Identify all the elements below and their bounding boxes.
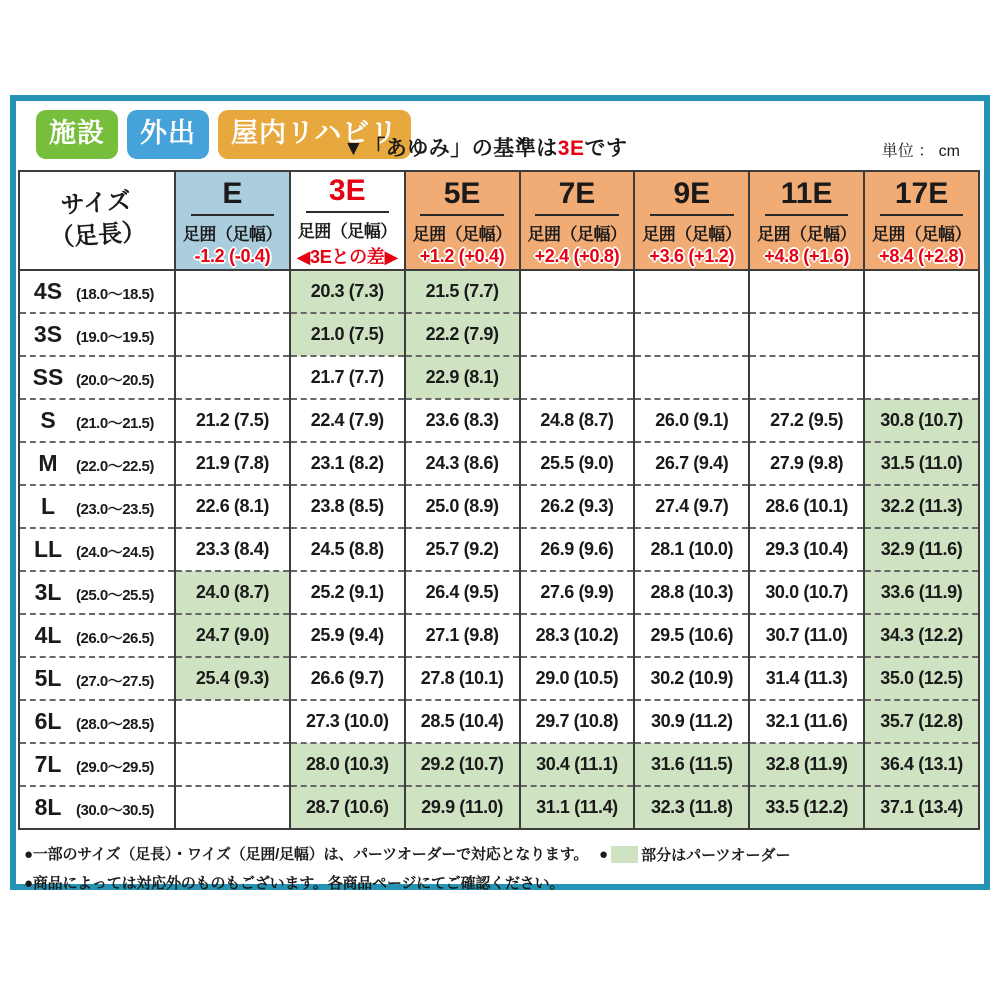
cell-4L-7E: 28.3 (10.2) (520, 614, 635, 657)
size-header-line2: （足長） (49, 219, 147, 253)
size-column-header (19, 171, 175, 270)
cell-L-E: 22.6 (8.1) (175, 485, 290, 528)
cell-SS-3E: 21.7 (7.7) (290, 356, 405, 399)
cell-S-9E: 26.0 (9.1) (634, 399, 749, 442)
cell-8L-5E: 29.9 (11.0) (405, 786, 520, 829)
cell-4L-9E: 29.5 (10.6) (634, 614, 749, 657)
table-row-4L (19, 614, 979, 657)
cell-3S-11E (749, 313, 864, 356)
cell-7L-5E: 29.2 (10.7) (405, 743, 520, 786)
cell-7L-7E: 30.4 (11.1) (520, 743, 635, 786)
badge-outing: 外出 (127, 110, 209, 159)
cell-6L-3E: 27.3 (10.0) (290, 700, 405, 743)
cell-4L-11E: 30.7 (11.0) (749, 614, 864, 657)
cell-4S-7E (520, 270, 635, 313)
cell-7L-3E: 28.0 (10.3) (290, 743, 405, 786)
cell-3L-3E: 25.2 (9.1) (290, 571, 405, 614)
cell-3S-3E: 21.0 (7.5) (290, 313, 405, 356)
cell-4L-5E: 27.1 (9.8) (405, 614, 520, 657)
cell-LL-7E: 26.9 (9.6) (520, 528, 635, 571)
row-label-5L: 5L (27.0〜27.5) (19, 657, 175, 700)
cell-5L-3E: 26.6 (9.7) (290, 657, 405, 700)
table-row-4S (19, 270, 979, 313)
cell-SS-17E (864, 356, 979, 399)
cell-4L-17E: 34.3 (12.2) (864, 614, 979, 657)
cell-LL-E: 23.3 (8.4) (175, 528, 290, 571)
cell-8L-7E: 31.1 (11.4) (520, 786, 635, 829)
footnote-2: ●商品によっては対応外のものもございます。各商品ページにてご確認ください。 (24, 874, 565, 892)
cell-6L-11E: 32.1 (11.6) (749, 700, 864, 743)
cell-3L-9E: 28.8 (10.3) (634, 571, 749, 614)
row-label-3L: 3L (25.0〜25.5) (19, 571, 175, 614)
cell-8L-3E: 28.7 (10.6) (290, 786, 405, 829)
size-table (18, 170, 980, 830)
row-label-3S: 3S (19.0〜19.5) (19, 313, 175, 356)
legend-label: 部分はパーツオーダー (641, 847, 791, 864)
cell-M-11E: 27.9 (9.8) (749, 442, 864, 485)
cell-LL-11E: 29.3 (10.4) (749, 528, 864, 571)
cell-8L-11E: 33.5 (12.2) (749, 786, 864, 829)
cell-L-17E: 32.2 (11.3) (864, 485, 979, 528)
cell-S-E: 21.2 (7.5) (175, 399, 290, 442)
cell-M-17E: 31.5 (11.0) (864, 442, 979, 485)
cell-S-3E: 22.4 (7.9) (290, 399, 405, 442)
table-row-8L (19, 786, 979, 829)
cell-3S-5E: 22.2 (7.9) (405, 313, 520, 356)
cell-4S-3E: 20.3 (7.3) (290, 270, 405, 313)
cell-M-7E: 25.5 (9.0) (520, 442, 635, 485)
standard-note-highlight: 3E (557, 137, 585, 160)
cell-8L-17E: 37.1 (13.4) (864, 786, 979, 829)
cell-SS-7E (520, 356, 635, 399)
cell-7L-17E: 36.4 (13.1) (864, 743, 979, 786)
cell-3L-17E: 33.6 (11.9) (864, 571, 979, 614)
footnotes (24, 841, 588, 898)
table-row-S (19, 399, 979, 442)
cell-3S-E (175, 313, 290, 356)
badge-facility: 施設 (36, 110, 118, 159)
row-label-S: S (21.0〜21.5) (19, 399, 175, 442)
cell-L-11E: 28.6 (10.1) (749, 485, 864, 528)
table-row-5L (19, 657, 979, 700)
cell-5L-E: 25.4 (9.3) (175, 657, 290, 700)
cell-LL-17E: 32.9 (11.6) (864, 528, 979, 571)
cell-3S-9E (634, 313, 749, 356)
cell-4L-3E: 25.9 (9.4) (290, 614, 405, 657)
standard-note (343, 132, 627, 162)
cell-LL-5E: 25.7 (9.2) (405, 528, 520, 571)
cell-5L-5E: 27.8 (10.1) (405, 657, 520, 700)
cell-LL-3E: 24.5 (8.8) (290, 528, 405, 571)
cell-L-5E: 25.0 (8.9) (405, 485, 520, 528)
cell-3L-11E: 30.0 (10.7) (749, 571, 864, 614)
cell-4S-9E (634, 270, 749, 313)
row-label-M: M (22.0〜22.5) (19, 442, 175, 485)
cell-L-7E: 26.2 (9.3) (520, 485, 635, 528)
cell-4S-5E: 21.5 (7.7) (405, 270, 520, 313)
cell-6L-E (175, 700, 290, 743)
cell-5L-7E: 29.0 (10.5) (520, 657, 635, 700)
size-header-line1: サイズ (59, 187, 132, 220)
cell-M-9E: 26.7 (9.4) (634, 442, 749, 485)
cell-5L-17E: 35.0 (12.5) (864, 657, 979, 700)
row-label-SS: SS (20.0〜20.5) (19, 356, 175, 399)
column-header-9E: 9E 足囲（足幅） +3.6 (+1.2) (634, 171, 749, 270)
standard-note-prefix: ▼「あゆみ」の基準は (343, 137, 558, 160)
badge-indoor-rehab: 屋内リハビリ (218, 110, 411, 159)
cell-4S-E (175, 270, 290, 313)
cell-LL-9E: 28.1 (10.0) (634, 528, 749, 571)
cell-SS-9E (634, 356, 749, 399)
row-label-7L: 7L (29.0〜29.5) (19, 743, 175, 786)
cell-7L-E (175, 743, 290, 786)
cell-8L-E (175, 786, 290, 829)
cell-M-3E: 23.1 (8.2) (290, 442, 405, 485)
cell-7L-11E: 32.8 (11.9) (749, 743, 864, 786)
legend-bullet: ● (599, 846, 609, 863)
green-legend (599, 844, 790, 865)
cell-3L-5E: 26.4 (9.5) (405, 571, 520, 614)
cell-SS-11E (749, 356, 864, 399)
cell-SS-E (175, 356, 290, 399)
cell-S-11E: 27.2 (9.5) (749, 399, 864, 442)
footnote-1: ●一部のサイズ（足長）・ワイズ（足囲/足幅）は、パーツオーダーで対応となります。 (24, 846, 589, 863)
table-row-SS (19, 356, 979, 399)
row-label-4L: 4L (26.0〜26.5) (19, 614, 175, 657)
cell-3S-7E (520, 313, 635, 356)
column-header-17E: 17E 足囲（足幅） +8.4 (+2.8) (864, 171, 979, 270)
cell-5L-9E: 30.2 (10.9) (634, 657, 749, 700)
row-label-6L: 6L (28.0〜28.5) (19, 700, 175, 743)
cell-S-5E: 23.6 (8.3) (405, 399, 520, 442)
cell-M-5E: 24.3 (8.6) (405, 442, 520, 485)
row-label-LL: LL (24.0〜24.5) (19, 528, 175, 571)
table-row-M (19, 442, 979, 485)
table-row-LL (19, 528, 979, 571)
table-row-7L (19, 743, 979, 786)
cell-M-E: 21.9 (7.8) (175, 442, 290, 485)
cell-3L-7E: 27.6 (9.9) (520, 571, 635, 614)
table-row-3L (19, 571, 979, 614)
cell-3L-E: 24.0 (8.7) (175, 571, 290, 614)
cell-L-3E: 23.8 (8.5) (290, 485, 405, 528)
row-label-8L: 8L (30.0〜30.5) (19, 786, 175, 829)
cell-5L-11E: 31.4 (11.3) (749, 657, 864, 700)
table-row-3S (19, 313, 979, 356)
column-header-3E: 3E 足囲（足幅） ◀3Eとの差▶ (290, 171, 405, 270)
cell-S-17E: 30.8 (10.7) (864, 399, 979, 442)
table-row-6L (19, 700, 979, 743)
cell-L-9E: 27.4 (9.7) (634, 485, 749, 528)
size-chart-panel (10, 95, 990, 890)
table-row-L (19, 485, 979, 528)
legend-green-swatch (611, 846, 638, 863)
cell-3S-17E (864, 313, 979, 356)
standard-note-suffix: です (584, 137, 628, 160)
column-header-7E: 7E 足囲（足幅） +2.4 (+0.8) (520, 171, 635, 270)
cell-8L-9E: 32.3 (11.8) (634, 786, 749, 829)
cell-6L-5E: 28.5 (10.4) (405, 700, 520, 743)
cell-6L-9E: 30.9 (11.2) (634, 700, 749, 743)
cell-4L-E: 24.7 (9.0) (175, 614, 290, 657)
row-label-4S: 4S (18.0〜18.5) (19, 270, 175, 313)
cell-6L-7E: 29.7 (10.8) (520, 700, 635, 743)
unit-label: 単位 ： cm (881, 143, 960, 160)
cell-7L-9E: 31.6 (11.5) (634, 743, 749, 786)
column-header-5E: 5E 足囲（足幅） +1.2 (+0.4) (405, 171, 520, 270)
header-row (19, 171, 979, 270)
cell-S-7E: 24.8 (8.7) (520, 399, 635, 442)
column-header-E: E 足囲（足幅） -1.2 (-0.4) (175, 171, 290, 270)
cell-4S-11E (749, 270, 864, 313)
row-label-L: L (23.0〜23.5) (19, 485, 175, 528)
column-header-11E: 11E 足囲（足幅） +4.8 (+1.6) (749, 171, 864, 270)
cell-4S-17E (864, 270, 979, 313)
cell-SS-5E: 22.9 (8.1) (405, 356, 520, 399)
cell-6L-17E: 35.7 (12.8) (864, 700, 979, 743)
